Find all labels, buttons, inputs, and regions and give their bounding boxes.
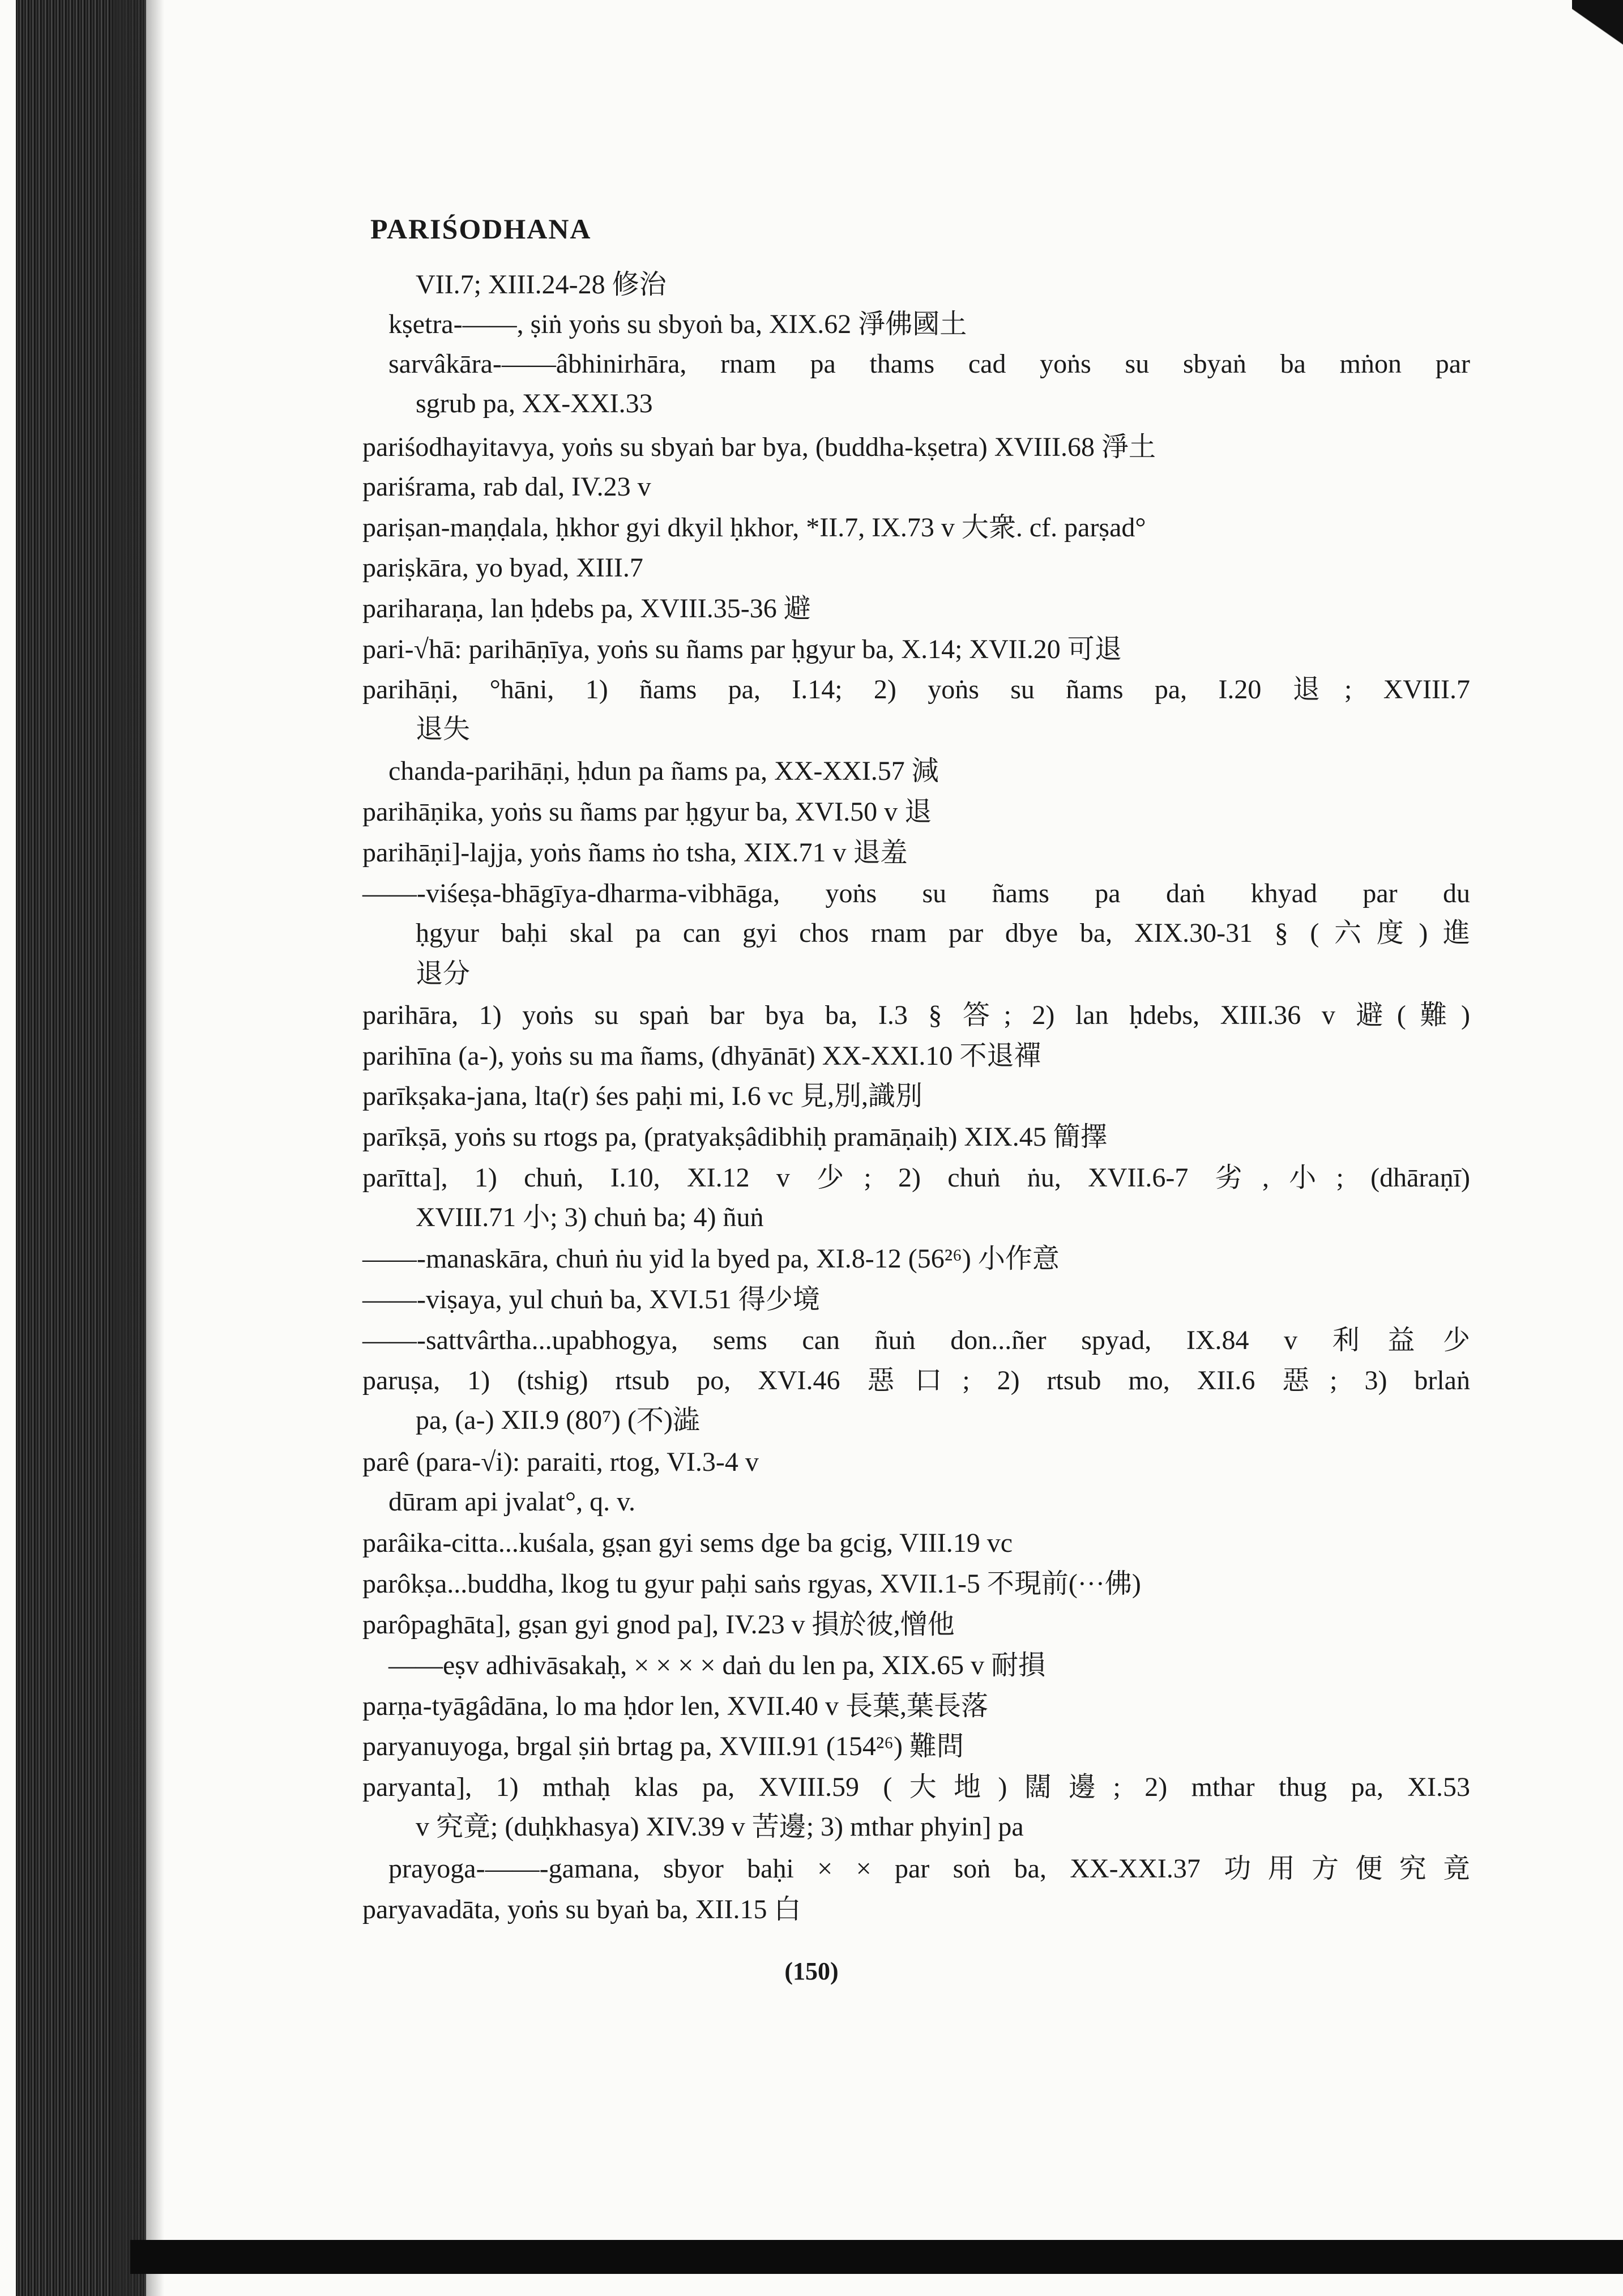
entry-line: parīkṣā, yoṅs su rtogs pa, (pratyakṣâdibhiḥ pramāṇaiḥ) XIX.45 簡擇 <box>362 1122 1108 1152</box>
entry-line: prayoga-——-gamana, sbyor baḥi × × par soṅ ba, XX-XXI.37 功用方便究竟 <box>388 1854 1470 1884</box>
entry-line: parihāṇika, yoṅs su ñams par ḥgyur ba, XVI.50 v 退 <box>362 797 932 827</box>
entry-line: kṣetra-——, ṣiṅ yoṅs su sbyoṅ ba, XIX.62 淨佛國土 <box>388 309 967 339</box>
entry-line: ḥgyur baḥi skal pa can gyi chos rnam par dbye ba, XIX.30-31 § (六度)進 <box>416 918 1470 948</box>
entry-line: ——-viṣaya, yul chuṅ ba, XVI.51 得少境 <box>362 1284 820 1315</box>
entry-line: pariṣkāra, yo byad, XIII.7 <box>362 553 643 583</box>
entry-line: paruṣa, 1) (tshig) rtsub po, XVI.46 惡口; 2) rtsub mo, XII.6 惡; 3) brlaṅ <box>362 1365 1470 1395</box>
entry-line: parê (para-√i): paraiti, rtog, VI.3-4 v <box>362 1447 759 1477</box>
entry-line: parihāṇi, °hāni, 1) ñams pa, I.14; 2) yoṅs su ñams pa, I.20 退; XVIII.7 <box>362 675 1470 705</box>
entry-line: pa, (a-) XII.9 (80⁷) (不)澁 <box>416 1405 700 1435</box>
entry-line: parôkṣa...buddha, lkog tu gyur paḥi saṅs rgyas, XVII.1-5 不現前(···佛) <box>362 1569 1141 1599</box>
entry-line: sarvâkāra-——âbhinirhāra, rnam pa thams cad yoṅs su sbyaṅ ba mṅon par <box>388 349 1470 379</box>
entry-line: 退失 <box>416 714 471 744</box>
entry-line: ——-sattvârtha...upabhogya, sems can ñuṅ don...ñer spyad, IX.84 v 利益少 <box>362 1325 1470 1355</box>
entry-line: parṇa-tyāgâdāna, lo ma ḥdor len, XVII.40 v 長葉,葉長落 <box>362 1691 989 1721</box>
entry-line: parâika-citta...kuśala, gṣan gyi sems dge ba gcig, VIII.19 vc <box>362 1528 1013 1558</box>
entry-line: pari-√hā: parihāṇīya, yoṅs su ñams par ḥgyur ba, X.14; XVII.20 可退 <box>362 634 1122 664</box>
entry-line: chanda-parihāṇi, ḥdun pa ñams pa, XX-XXI.57 減 <box>388 756 939 786</box>
page-heading: PARIŚODHANA <box>370 213 592 245</box>
entry-line: pariharaṇa, lan ḥdebs pa, XVIII.35-36 避 <box>362 594 811 624</box>
entry-line: pariṣan-maṇḍala, ḥkhor gyi dkyil ḥkhor, *II.7, IX.73 v 大衆. cf. parṣad° <box>362 513 1146 543</box>
entry-line: parihīna (a-), yoṅs su ma ñams, (dhyānāt) XX-XXI.10 不退禪 <box>362 1041 1041 1071</box>
entry-line: sgrub pa, XX-XXI.33 <box>416 389 653 419</box>
entry-line: ——eṣv adhivāsakaḥ, × × × × daṅ du len pa, XIX.65 v 耐損 <box>388 1650 1046 1680</box>
entry-line: pariśodhayitavya, yoṅs su sbyaṅ bar bya, (buddha-kṣetra) XVIII.68 淨土 <box>362 432 1156 462</box>
entry-line: VII.7; XIII.24-28 修治 <box>416 270 667 300</box>
entry-line: pariśrama, rab dal, IV.23 v <box>362 472 651 502</box>
entry-line: parôpaghāta], gṣan gyi gnod pa], IV.23 v 損於彼,憎他 <box>362 1610 955 1640</box>
entry-line: parīkṣaka-jana, lta(r) śes paḥi mi, I.6 vc 見,別,識別 <box>362 1081 923 1111</box>
entry-line: parītta], 1) chuṅ, I.10, XI.12 v 少; 2) chuṅ ṅu, XVII.6-7 劣,小; (dhāraṇī) <box>362 1163 1470 1193</box>
page-number: (150) <box>784 1957 839 1985</box>
entry-line: v 究竟; (duḥkhasya) XIV.39 v 苦邊; 3) mthar phyin] pa <box>416 1812 1024 1842</box>
entry-line: ——-viśeṣa-bhāgīya-dharma-vibhāga, yoṅs su ñams pa daṅ khyad par du <box>362 878 1470 908</box>
entry-line: XVIII.71 小; 3) chuṅ ba; 4) ñuṅ <box>416 1202 764 1232</box>
entry-line: 退分 <box>416 959 471 989</box>
entry-line: paryanta], 1) mthaḥ klas pa, XVIII.59 (大地)闊邊; 2) mthar thug pa, XI.53 <box>362 1772 1470 1802</box>
entry-line: parihāṇi]-lajja, yoṅs ñams ṅo tsha, XIX.71 v 退羞 <box>362 838 908 868</box>
entry-line: ——-manaskāra, chuṅ ṅu yid la byed pa, XI.8-12 (56²⁶) 小作意 <box>362 1244 1060 1274</box>
entry-line: dūram api jvalat°, q. v. <box>388 1487 635 1517</box>
entry-line: paryanuyoga, brgal ṣiṅ brtag pa, XVIII.91 (154²⁶) 難問 <box>362 1731 964 1761</box>
entry-line: paryavadāta, yoṅs su byaṅ ba, XII.15 白 <box>362 1894 801 1924</box>
entry-line: parihāra, 1) yoṅs su spaṅ bar bya ba, I.3 § 答; 2) lan ḥdebs, XIII.36 v 避(難) <box>362 1000 1470 1030</box>
